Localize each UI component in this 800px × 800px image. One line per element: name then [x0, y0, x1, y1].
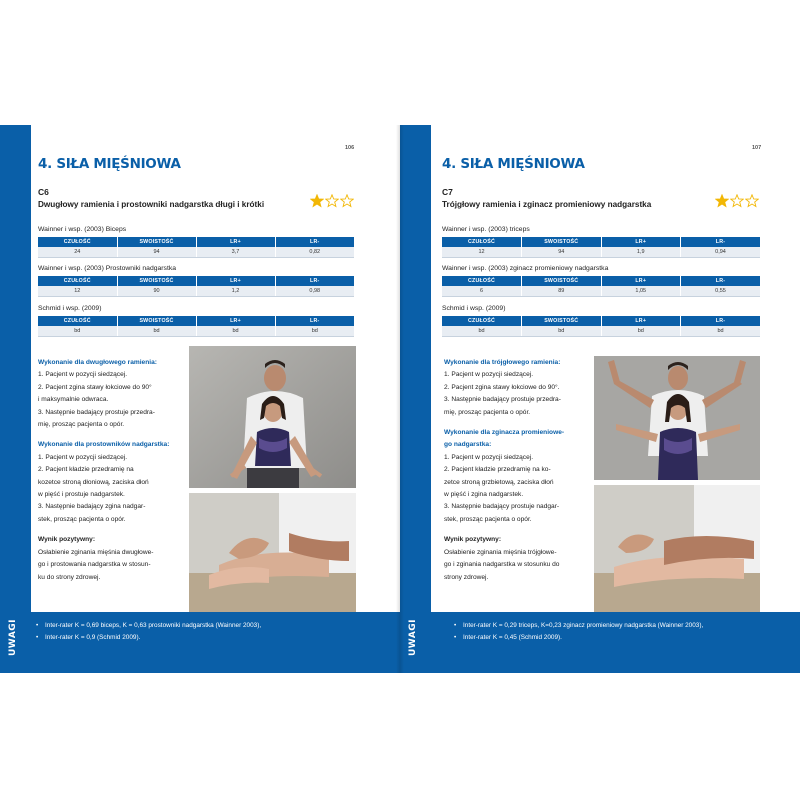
table-header-cell: SWOISTOŚĆ	[522, 276, 602, 286]
result-heading: Wynik pozytywny:	[444, 536, 502, 544]
spacer	[444, 526, 592, 534]
table-cell: 3,7	[196, 247, 275, 257]
procedure-line: 1. Pacjent w pozycji siedzącej.	[38, 371, 128, 379]
procedure-line: 3. Następnie badający prostuje przedra-	[38, 408, 155, 416]
procedure-heading: Wykonanie dla zginacza promieniowe-	[444, 429, 565, 437]
procedure-heading: go nadgarstka:	[444, 441, 492, 449]
table-cell: 1,2	[196, 286, 275, 296]
procedure-line: stek, prosząc pacjenta o opór.	[444, 515, 532, 523]
table-header-cell: LR-	[681, 316, 761, 326]
rating-stars	[715, 194, 759, 208]
notes-label: UWAGI	[408, 618, 418, 656]
table-cell: 90	[117, 286, 196, 296]
procedure-line: kozetce stroną dłoniową, zaciska dłoń	[38, 478, 149, 486]
note-item: • Inter-rater K = 0,9 (Schmid 2009).	[36, 632, 261, 644]
table-header-cell: CZUŁOŚĆ	[442, 276, 522, 286]
procedure-line: 1. Pacjent w pozycji siedzącej.	[444, 371, 534, 379]
table-row	[442, 286, 760, 296]
table-header-cell: LR-	[681, 276, 761, 286]
star-filled-icon	[715, 194, 729, 208]
page-number: 106	[345, 145, 355, 151]
table-cell: 1,9	[601, 247, 681, 257]
table-header-cell: SWOISTOŚĆ	[117, 276, 196, 286]
side-band	[0, 125, 31, 673]
stats-table	[442, 237, 760, 258]
table-header-cell: LR+	[601, 237, 681, 247]
photo-wrist-flexor-test	[594, 485, 760, 612]
procedure-line: i maksymalnie odwraca.	[38, 396, 109, 404]
table-row	[38, 326, 354, 336]
study-label: Schmid i wsp. (2009)	[442, 305, 506, 312]
table-cell: bd	[522, 326, 602, 336]
page-number: 107	[752, 145, 762, 151]
chapter-title: 4. SIŁA MIĘŚNIOWA	[442, 156, 585, 172]
table-cell: 12	[442, 247, 522, 257]
table-cell: 12	[38, 286, 117, 296]
star-empty-icon	[730, 194, 744, 208]
table-header-cell: LR+	[196, 316, 275, 326]
table-header-cell: CZUŁOŚĆ	[38, 237, 117, 247]
table-cell: 94	[522, 247, 602, 257]
procedure-line: w pięść i prostuje nadgarstek.	[38, 491, 125, 499]
stats-table	[442, 276, 760, 297]
note-item: • Inter-rater K = 0,45 (Schmid 2009).	[454, 632, 703, 644]
table-cell: bd	[442, 326, 522, 336]
table-header-cell: LR+	[601, 316, 681, 326]
book-gutter-shadow	[396, 125, 404, 673]
table-cell: 94	[117, 247, 196, 257]
procedure-line: ku do strony zdrowej.	[38, 573, 101, 581]
table-cell: 0,55	[681, 286, 761, 296]
procedure-line: strony zdrowej.	[444, 573, 489, 581]
procedure-text	[38, 357, 186, 584]
table-cell: 0,82	[275, 247, 354, 257]
table-cell: bd	[681, 326, 761, 336]
procedure-line: Osłabienie zginania mięśnia trójgłowe-	[444, 548, 557, 556]
procedure-line: 1. Pacjent w pozycji siedzącej.	[38, 453, 128, 461]
side-band	[400, 125, 431, 673]
left-page	[0, 125, 400, 673]
stats-table	[38, 237, 354, 258]
rating-stars	[310, 194, 354, 208]
procedure-line: Osłabienie zginania mięśnia dwugłowe-	[38, 548, 154, 556]
photo-biceps-test	[189, 346, 356, 488]
table-header-cell: LR-	[275, 316, 354, 326]
notes-list	[36, 620, 261, 644]
table-row	[442, 247, 760, 257]
procedure-line: 3. Następnie badający zgina nadgar-	[38, 503, 146, 511]
table-header-cell: LR-	[275, 276, 354, 286]
procedure-line: 2. Pacjent kładzie przedramię na ko-	[444, 466, 551, 474]
table-header-cell: CZUŁOŚĆ	[38, 316, 117, 326]
photo-wrist-extensor-test	[189, 493, 356, 612]
photo-biceps-test-image	[189, 346, 356, 488]
table-header-cell: CZUŁOŚĆ	[442, 237, 522, 247]
photo-triceps-test-image	[594, 356, 760, 480]
procedure-line: 1. Pacjent w pozycji siedzącej.	[444, 453, 534, 461]
photo-triceps-test	[594, 356, 760, 480]
table-cell: 1,05	[601, 286, 681, 296]
star-filled-icon	[310, 194, 324, 208]
procedure-line: w pięść i zgina nadgarstek.	[444, 491, 524, 499]
stats-table	[38, 316, 354, 337]
table-cell: bd	[38, 326, 117, 336]
table-header-cell: LR+	[601, 276, 681, 286]
study-label: Wainner i wsp. (2003) zginacz promieniowy nadgarstka	[442, 265, 609, 272]
table-row	[442, 326, 760, 336]
photo-wrist-flexor-test-image	[594, 485, 760, 612]
notes-label: UWAGI	[8, 618, 18, 656]
procedure-line: go i zginania nadgarstka w stosunku do	[444, 561, 560, 569]
procedure-line: 3. Następnie badający prostuje nadgar-	[444, 503, 560, 511]
table-row	[38, 247, 354, 257]
photo-wrist-extensor-test-image	[189, 493, 356, 612]
chapter-title: 4. SIŁA MIĘŚNIOWA	[38, 156, 181, 172]
procedure-line: mię, prosząc pacjenta o opór.	[444, 408, 531, 416]
result-heading: Wynik pozytywny:	[38, 536, 96, 544]
table-cell: 0,98	[275, 286, 354, 296]
stats-table	[442, 316, 760, 337]
table-header-cell: LR-	[681, 237, 761, 247]
test-code: C6	[38, 187, 49, 197]
test-title: Dwugłowy ramienia i prostowniki nadgarstka długi i krótki	[38, 200, 265, 209]
procedure-heading: Wykonanie dla dwugłowego ramienia:	[38, 359, 157, 366]
spacer	[38, 431, 186, 439]
notes-list	[454, 620, 703, 644]
table-header-cell: CZUŁOŚĆ	[442, 316, 522, 326]
table-header-cell: SWOISTOŚĆ	[522, 316, 602, 326]
procedure-heading: Wykonanie dla trójgłowego ramienia:	[444, 359, 561, 366]
table-cell: 89	[522, 286, 602, 296]
procedure-line: 2. Pacjent zgina stawy łokciowe do 90°	[38, 383, 152, 391]
stats-table	[38, 276, 354, 297]
table-cell: 24	[38, 247, 117, 257]
table-header-cell: SWOISTOŚĆ	[117, 316, 196, 326]
star-empty-icon	[745, 194, 759, 208]
procedure-line: mię, prosząc pacjenta o opór.	[38, 421, 125, 429]
table-header-cell: LR-	[275, 237, 354, 247]
procedure-line: 2. Pacjent zgina stawy łokciowe do 90°.	[444, 383, 560, 391]
test-title: Trójgłowy ramienia i zginacz promieniowy nadgarstka	[442, 200, 652, 209]
procedure-line: 2. Pacjent kładzie przedramię na	[38, 466, 134, 474]
procedure-line: stek, prosząc pacjenta o opór.	[38, 515, 126, 523]
test-code: C7	[442, 187, 453, 197]
procedure-heading: Wykonanie dla prostowników nadgarstka:	[38, 441, 170, 449]
table-cell: bd	[601, 326, 681, 336]
table-header-cell: SWOISTOŚĆ	[117, 237, 196, 247]
procedure-line: 3. Następnie badający prostuje przedra-	[444, 396, 561, 404]
note-item: • Inter-rater K = 0,69 biceps, K = 0,63 prostowniki nadgarstka (Wainner 2003),	[36, 620, 261, 632]
study-label: Schmid i wsp. (2009)	[38, 305, 102, 312]
star-empty-icon	[325, 194, 339, 208]
spacer	[444, 419, 592, 427]
study-label: Wainner i wsp. (2003) Biceps	[38, 226, 127, 233]
table-header-cell: CZUŁOŚĆ	[38, 276, 117, 286]
table-cell: 0,94	[681, 247, 761, 257]
table-cell: bd	[196, 326, 275, 336]
spacer	[38, 526, 186, 534]
table-header-cell: SWOISTOŚĆ	[522, 237, 602, 247]
star-empty-icon	[340, 194, 354, 208]
right-page	[400, 125, 800, 673]
table-cell: bd	[117, 326, 196, 336]
table-header-cell: LR+	[196, 276, 275, 286]
notes-band	[400, 612, 800, 673]
table-row	[38, 286, 354, 296]
table-cell: bd	[275, 326, 354, 336]
study-label: Wainner i wsp. (2003) triceps	[442, 226, 530, 233]
procedure-text	[444, 357, 592, 584]
table-header-cell: LR+	[196, 237, 275, 247]
study-label: Wainner i wsp. (2003) Prostowniki nadgarstka	[38, 265, 177, 272]
procedure-line: zetce stroną grzbietową, zaciska dłoń	[444, 478, 554, 486]
notes-band	[0, 612, 400, 673]
table-cell: 6	[442, 286, 522, 296]
procedure-line: go i prostowania nadgarstka w stosun-	[38, 561, 151, 569]
note-item: • Inter-rater K = 0,29 triceps, K=0,23 zginacz promieniowy nadgarstka (Wainner 2003),	[454, 620, 703, 632]
